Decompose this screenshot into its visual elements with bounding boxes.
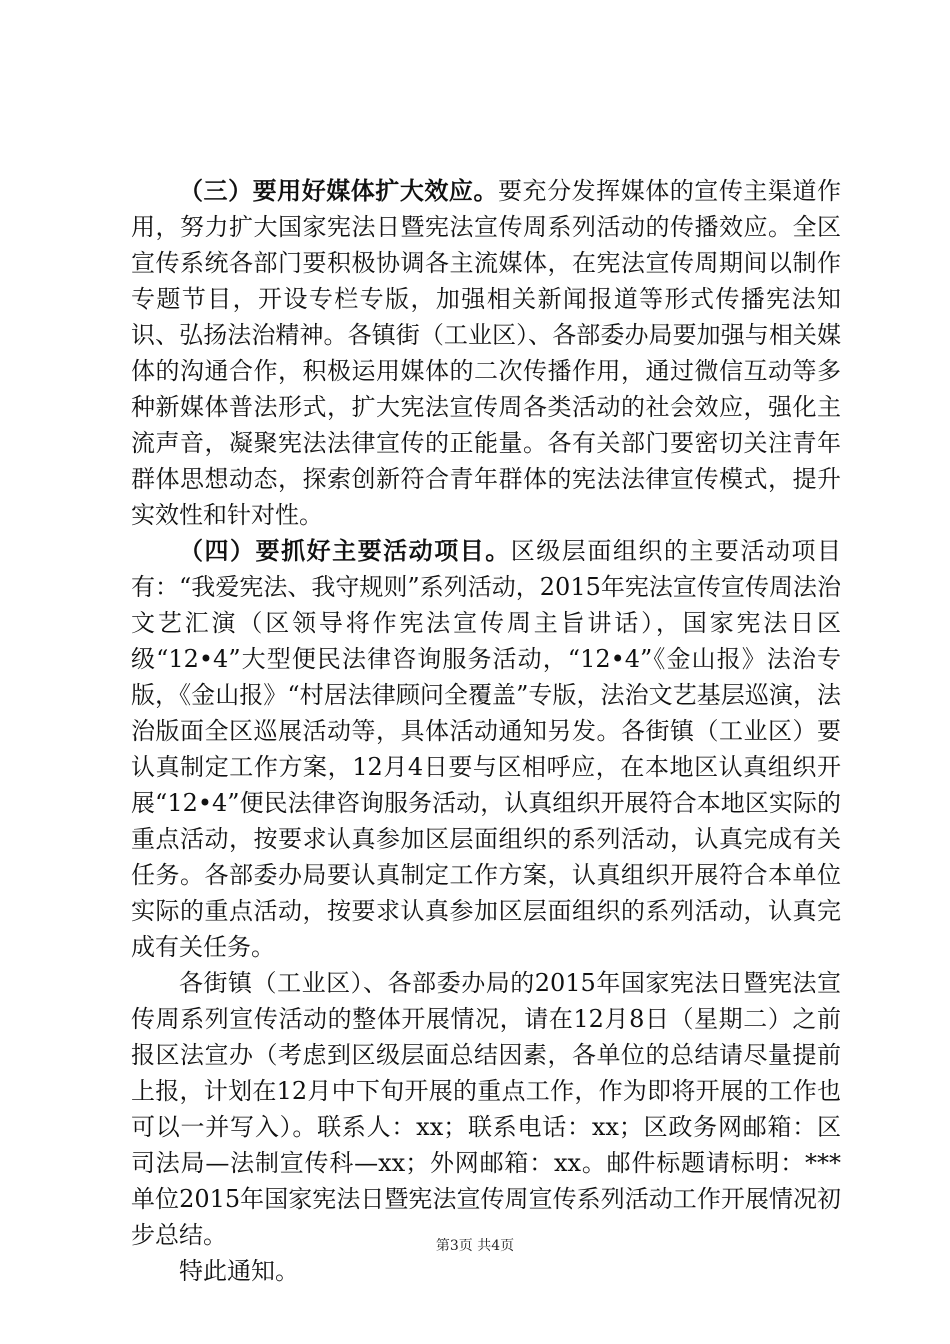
paragraph-text: 各街镇（工业区）、各部委办局的2015年国家宪法日暨宪法宣传周系列宣传活动的整体开展情况，请在12月8日（星期二）之前报区法宣办（考虑到区级层面总结因素，各单位的总结请尽量提前上报，计划在12月中下旬开展的重点工作，作为即将开展的工作也可以一并写入）。联系人：xx；联系电话：xx；区政务网邮箱：区司法局—法制宣传科—xx；外网邮箱：xx。邮件标题请标明：***单位2015年国家宪法日暨宪法宣传周宣传系列活动工作开展情况初步总结。	[131, 969, 841, 1249]
paragraph-main-activities	[131, 533, 841, 965]
document-body	[131, 173, 841, 1289]
section-heading-media: （三）要用好媒体扩大效应。	[179, 176, 498, 205]
paragraph-media-effect	[131, 173, 841, 533]
section-heading-activities: （四）要抓好主要活动项目。	[179, 536, 511, 565]
paragraph-text: 要充分发挥媒体的宣传主渠道作用，努力扩大国家宪法日暨宪法宣传周系列活动的传播效应。全区宣传系统各部门要积极协调各主流媒体，在宪法宣传周期间以制作专题节目，开设专栏专版，加强相关新闻报道等形式传播宪法知识、弘扬法治精神。各镇街（工业区）、各部委办局要加强与相关媒体的沟通合作，积极运用媒体的二次传播作用，通过微信互动等多种新媒体普法形式，扩大宪法宣传周各类活动的社会效应，强化主流声音，凝聚宪法法律宣传的正能量。各有关部门要密切关注青年群体思想动态，探索创新符合青年群体的宪法法律宣传模式，提升实效性和针对性。	[131, 177, 841, 529]
paragraph-text: 特此通知。	[179, 1257, 299, 1285]
paragraph-text: 区级层面组织的主要活动项目有：“我爱宪法、我守规则”系列活动，2015年宪法宣传宣传周法治文艺汇演（区领导将作宪法宣传周主旨讲话），国家宪法日区级“12•4”大型便民法律咨询服务活动，“12•4”《金山报》法治专版，《金山报》“村居法律顾问全覆盖”专版，法治文艺基层巡演，法治版面全区巡展活动等，具体活动通知另发。各街镇（工业区）要认真制定工作方案，12月4日要与区相呼应，在本地区认真组织开展“12•4”便民法律咨询服务活动，认真组织开展符合本地区实际的重点活动，按要求认真参加区层面组织的系列活动，认真完成有关任务。各部委办局要认真制定工作方案，认真组织开展符合本单位实际的重点活动，按要求认真参加区层面组织的系列活动，认真完成有关任务。	[131, 537, 842, 961]
page-footer: 第3页 共4页	[435, 1238, 515, 1254]
paragraph-closing	[131, 1253, 841, 1289]
paragraph-reporting	[131, 965, 841, 1253]
